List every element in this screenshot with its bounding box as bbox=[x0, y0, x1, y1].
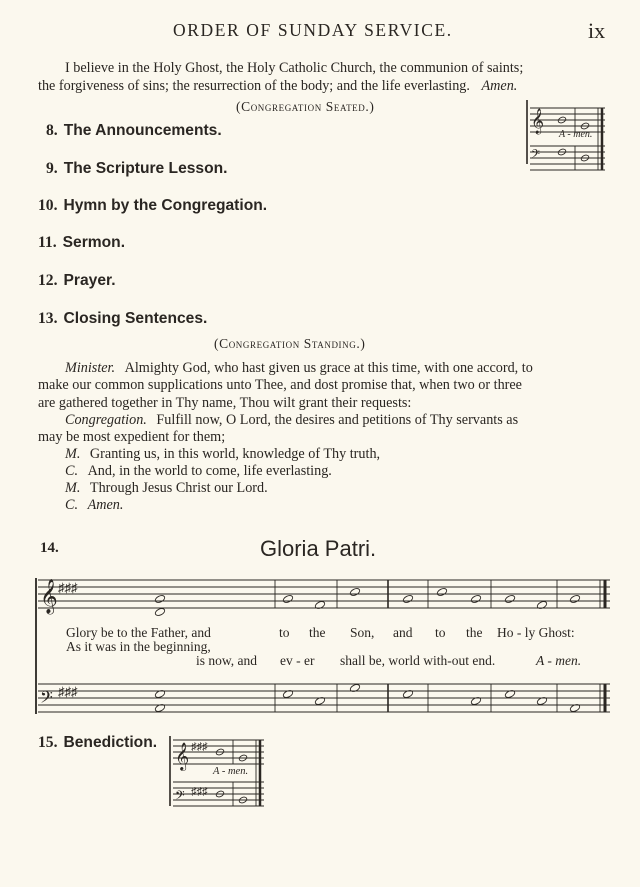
gloria-lyric-3: shall be, world with-out end. bbox=[340, 653, 496, 668]
versicle-text: Granting us, in this world, knowledge of Thy truth, bbox=[89, 446, 381, 462]
order-item-label: Sermon. bbox=[62, 234, 126, 251]
order-item-label: The Announcements. bbox=[63, 122, 222, 139]
page-number: ix bbox=[588, 18, 606, 43]
minister-text-1: Almighty God, who hast given us grace at this time, with one accord, to bbox=[124, 360, 533, 376]
gloria-bass-staff bbox=[38, 683, 610, 713]
rubric-standing: (Congregation Standing.) bbox=[214, 336, 366, 351]
congregation-text-1: Fulfill now, O Lord, the desires and petitions of Thy servants as bbox=[156, 412, 519, 428]
gloria-lyric-1: Ho - ly Ghost: bbox=[497, 625, 575, 640]
order-item-number: 15. bbox=[38, 734, 58, 751]
versicle-text: And, in the world to come, life everlasting. bbox=[87, 463, 332, 479]
bass-clef-icon: 𝄢 bbox=[40, 689, 53, 711]
page-header-title: ORDER OF SUNDAY SERVICE. bbox=[173, 20, 453, 40]
sharp-key-signature-icon: ♯♯♯ bbox=[191, 741, 208, 753]
gloria-number: 14. bbox=[40, 540, 59, 556]
gloria-lyric-3: ev - er bbox=[280, 653, 315, 668]
gloria-title: Gloria Patri. bbox=[260, 536, 377, 561]
creed-line-1: I believe in the Holy Ghost, the Holy Catholic Church, the communion of saints; bbox=[65, 60, 524, 76]
order-item-label: Hymn by the Congregation. bbox=[63, 197, 268, 214]
versicle-role: M. bbox=[65, 480, 81, 496]
order-item-15 bbox=[38, 734, 157, 752]
gloria-lyric-3: is now, and bbox=[196, 653, 257, 668]
sharp-key-signature-icon: ♯♯♯ bbox=[191, 786, 208, 798]
order-item-label: Benediction. bbox=[63, 734, 158, 751]
congregation-role: Congregation. bbox=[65, 412, 147, 428]
order-item-number: 9. bbox=[46, 160, 58, 177]
minister-role: Minister. bbox=[65, 360, 116, 376]
creed-line-2-text: the forgiveness of sins; the resurrection of the body; and the life everlasting. bbox=[38, 78, 470, 94]
rubric-seated: (Congregation Seated.) bbox=[236, 99, 375, 114]
gloria-lyric-1: to bbox=[279, 625, 290, 640]
congregation-line-2: may be most expedient for them; bbox=[38, 429, 226, 445]
gloria-lyric-1: to bbox=[435, 625, 446, 640]
gloria-lyric-2: As it was in the beginning, bbox=[66, 639, 211, 654]
versicle-role: C. bbox=[65, 497, 79, 513]
gloria-lyric-1: the bbox=[309, 625, 326, 640]
order-item-number: 11. bbox=[38, 234, 57, 251]
treble-clef-icon: 𝄞 bbox=[175, 744, 190, 770]
gloria-lyric-1: Glory be to the Father, and bbox=[66, 625, 211, 640]
creed-amen: Amen. bbox=[481, 78, 518, 94]
bass-clef-icon: 𝄢 bbox=[531, 149, 541, 164]
benediction-amen-caption: A - men. bbox=[213, 766, 249, 777]
order-item-label: Closing Sentences. bbox=[63, 310, 208, 327]
sharp-key-signature-icon: ♯♯♯ bbox=[58, 684, 78, 699]
versicle-text: Through Jesus Christ our Lord. bbox=[89, 480, 268, 496]
versicle-text: Amen. bbox=[87, 497, 124, 513]
order-item-number: 10. bbox=[38, 197, 58, 214]
order-item-number: 8. bbox=[46, 122, 58, 139]
minister-line-3: are gathered together in Thy name, Thou wilt grant their requests: bbox=[38, 395, 412, 411]
bass-clef-icon: 𝄢 bbox=[175, 790, 185, 806]
treble-clef-icon: 𝄞 bbox=[40, 580, 58, 613]
order-item-number: 13. bbox=[38, 310, 58, 327]
amen-caption-top: A - men. bbox=[559, 129, 593, 140]
gloria-lyric-1: the bbox=[466, 625, 483, 640]
minister-line-2: make our common supplications unto Thee, and dost promise that, when two or three bbox=[38, 377, 522, 393]
order-item-label: Prayer. bbox=[63, 272, 116, 289]
order-item-label: The Scripture Lesson. bbox=[63, 160, 228, 177]
gloria-lyric-1: and bbox=[393, 625, 413, 640]
order-item-number: 12. bbox=[38, 272, 58, 289]
sharp-key-signature-icon: ♯♯♯ bbox=[58, 580, 78, 595]
versicle-role: C. bbox=[65, 463, 79, 479]
treble-clef-icon: 𝄞 bbox=[531, 108, 545, 133]
gloria-lyric-1: Son, bbox=[350, 625, 375, 640]
gloria-lyric-3-amen: A - men. bbox=[536, 653, 582, 668]
versicle-role: M. bbox=[65, 446, 81, 462]
